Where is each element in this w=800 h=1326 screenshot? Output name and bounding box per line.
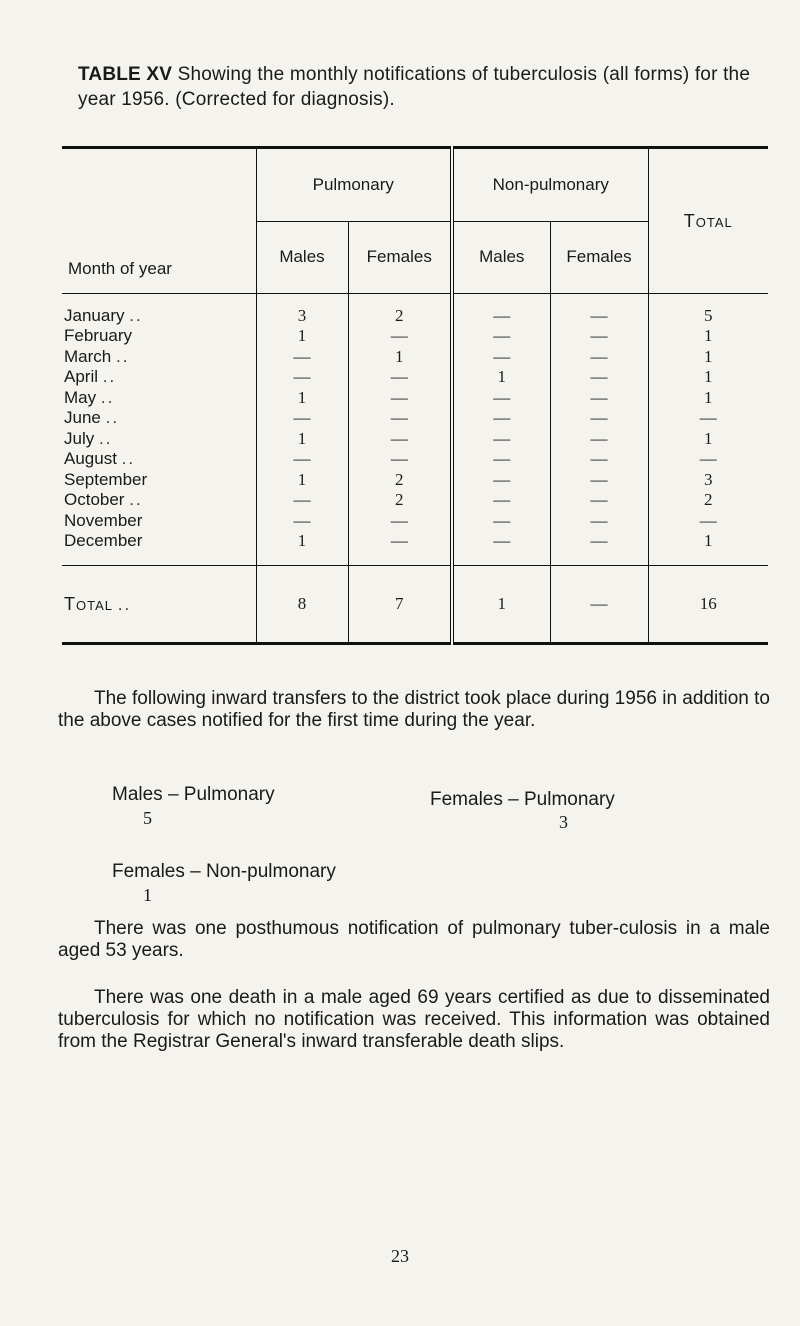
- month-name: October: [64, 490, 125, 510]
- total-nonpulmonary-females: —: [550, 566, 648, 644]
- tuberculosis-table: [62, 146, 768, 645]
- total-pulmonary-males: 8: [256, 566, 348, 644]
- header-nonpulmonary-females: Females: [550, 221, 648, 293]
- posthumous-paragraph: There was one posthumous notification of pulmonary tuber-culosis in a male aged 53 years.: [58, 918, 770, 961]
- month-name: December: [64, 531, 143, 551]
- month-name: May: [64, 387, 97, 407]
- table-row: December 1 — — — 1: [62, 531, 768, 552]
- header-pulmonary: Pulmonary: [256, 148, 452, 222]
- month-name: April: [64, 367, 99, 387]
- table-body: [62, 294, 768, 644]
- table-row: February 1 — — — 1: [62, 326, 768, 347]
- females-nonpulmonary-value: 1: [143, 885, 152, 905]
- table-row: August .. — — — — —: [62, 449, 768, 470]
- table-row: May .. 1 — — — 1: [62, 388, 768, 409]
- header-pulmonary-males: Males: [256, 221, 348, 293]
- month-name: August: [64, 449, 117, 469]
- grand-total: 16: [648, 566, 768, 644]
- transfers-paragraph: The following inward transfers to the district took place during 1956 in addition to the above cases notified for the first time during the year.: [58, 688, 770, 731]
- month-name: June: [64, 408, 101, 428]
- table-row: November — — — — —: [62, 511, 768, 532]
- females-pulmonary-label: Females – Pulmonary: [430, 789, 615, 810]
- table-label: TABLE XV: [78, 64, 173, 85]
- table-row: April .. — — 1 — 1: [62, 367, 768, 388]
- month-name: January: [64, 305, 125, 325]
- month-name: March: [64, 346, 112, 366]
- table-caption: [78, 62, 768, 112]
- header-pulmonary-females: Females: [348, 221, 452, 293]
- month-name: February: [64, 326, 133, 346]
- month-name: September: [64, 469, 148, 489]
- table-row: October .. — 2 — — 2: [62, 490, 768, 511]
- table-caption-text: Showing the monthly notifications of tuberculosis (all forms) for the year 1956. (Corrected for diagnosis).: [78, 64, 751, 110]
- males-pulmonary-label: Males – Pulmonary: [112, 784, 275, 805]
- month-name: July: [64, 428, 95, 448]
- page-number: 23: [391, 1246, 409, 1266]
- males-pulmonary-value: 5: [143, 808, 152, 828]
- table-row: March .. — 1 — — 1: [62, 347, 768, 368]
- females-pulmonary-value: 3: [559, 812, 568, 832]
- females-nonpulmonary-label: Females – Non-pulmonary: [112, 861, 336, 882]
- header-nonpulmonary-males: Males: [452, 221, 550, 293]
- total-row: Total .. 8 7 1 — 16: [62, 566, 768, 644]
- total-nonpulmonary-males: 1: [452, 566, 550, 644]
- table-row: July .. 1 — — — 1: [62, 429, 768, 450]
- table-row: September 1 2 — — 3: [62, 470, 768, 491]
- table-row: January .. 3 2 — — 5: [62, 306, 768, 327]
- month-name: November: [64, 510, 143, 530]
- header-nonpulmonary: Non-pulmonary: [452, 148, 648, 222]
- header-month: Month of year: [62, 148, 256, 294]
- table-row: June .. — — — — —: [62, 408, 768, 429]
- total-label: Total: [64, 593, 113, 614]
- header-total: Total: [648, 148, 768, 294]
- death-paragraph: There was one death in a male aged 69 years certified as due to disseminated tuberculosis for which no notification was received. This information was obtained from the Registrar General's inward transferable death slips.: [58, 987, 770, 1052]
- total-pulmonary-females: 7: [348, 566, 452, 644]
